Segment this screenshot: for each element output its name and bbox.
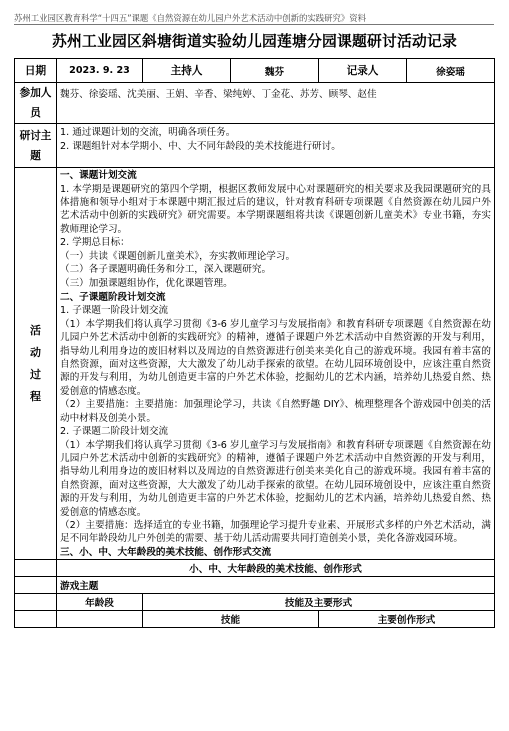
theme-content — [57, 124, 495, 168]
subsection-title: 2. 子课题二阶段计划交流 — [60, 426, 169, 438]
activity-record-table — [14, 58, 495, 628]
host-label: 主持人 — [143, 59, 231, 83]
goal-item: （二）各子课题明确任务和分工，深入课题研究。 — [60, 264, 272, 276]
paragraph: （2）主要措施：选择适宜的专业书籍，加强理论学习提升专业素、开展形式多样的户外艺术活动，满足不同年龄段幼儿户外创美的需要、基于幼儿活动需要共同打造创美小景，美化各游戏园环境。 — [60, 520, 491, 545]
theme-label: 研讨主题 — [15, 124, 57, 168]
subtable-theme-row — [15, 577, 495, 594]
recorder-label: 记录人 — [319, 59, 407, 83]
subtable-theme-label: 游戏主题 — [57, 577, 495, 594]
row-theme — [15, 124, 495, 168]
process-label-char: 活 — [30, 323, 41, 337]
date-label: 日期 — [15, 59, 57, 83]
recorder-value: 徐姿瑶 — [407, 59, 495, 83]
row-date — [15, 59, 495, 83]
process-label-continuation — [15, 611, 57, 628]
host-value: 魏芬 — [231, 59, 319, 83]
age-group-label: 年龄段 — [57, 594, 143, 611]
document-header-line: 苏州工业园区教育科学“十四五”课题《自然资源在幼儿园户外艺术活动中创新的实践研究》资料 — [14, 12, 494, 25]
process-label — [15, 168, 57, 560]
process-content — [57, 168, 495, 560]
paragraph: （1）本学期我们将认真学习贯彻《3-6 岁儿童学习与发展指南》和教育科研专项课题《自然资源在幼儿园户外艺术活动中创新的实践研究》的精神，遵循子课题户外艺术活动中自然资源的开发与利用，指导幼儿利用身边的废旧材料以及周边的自然资源进行创美来美化自己的游戏环境。我园有着丰富的自然资源，面对这些资源，大大激发了幼儿动手探索的欲望。在幼儿园环境创设中，应该注重自然资源的开发与利用，为幼儿创造更丰富的户外艺术体验，挖掘幼儿的艺术内涵，培养幼儿热爱自然、热爱创意的情感态度。 — [60, 318, 491, 397]
document-title: 苏州工业园区斜塘街道实验幼儿园莲塘分园课题研讨活动记录 — [52, 33, 457, 50]
section-title: 一、课题计划交流 — [60, 170, 137, 181]
goal-item: （一）共读《课题创新儿童美术》，夯实教师理论学习。 — [60, 250, 296, 262]
subtable-title: 小、中、大年龄段的美术技能、创作形式 — [57, 560, 495, 577]
process-label-char: 过 — [30, 367, 41, 381]
participants-value: 魏芬、徐姿瑶、沈美丽、王娟、辛香、梁纯婷、丁金花、苏芳、顾琴、赵佳 — [57, 83, 495, 124]
process-label-continuation — [15, 577, 57, 594]
paragraph: （1）本学期我们将认真学习贯彻《3-6 岁儿童学习与发展指南》和教育科研专项课题《自然资源在幼儿园户外艺术活动中创新的实践研究》的精神，遵循子课题户外艺术活动中自然资源的开发与利用，指导幼儿利用身边的废旧材料以及周边的自然资源进行创美来美化自己的游戏环境。我园有着丰富的自然资源，面对这些资源，大大激发了幼儿动手探索的欲望。在幼儿园环境创设中，应该注重自然资源的开发与利用，为幼儿创造更丰富的户外艺术体验，挖掘幼儿的艺术内涵，培养幼儿热爱自然、热爱创意的情感态度。 — [60, 439, 491, 518]
skill-header: 技能 — [143, 611, 319, 628]
skills-header: 技能及主要形式 — [143, 594, 495, 611]
participants-label: 参加人员 — [15, 83, 57, 124]
row-participants — [15, 83, 495, 124]
section-title: 三、小、中、大年龄段的美术技能、创作形式交流 — [60, 546, 272, 558]
theme-item: 1. 通过课题计划的交流，明确各项任务。 — [60, 127, 236, 138]
process-label-char: 动 — [30, 345, 41, 359]
form-header: 主要创作形式 — [319, 611, 495, 628]
process-label-char: 程 — [30, 389, 41, 403]
goal-item: （三）加强课题组协作，优化课题管理。 — [60, 278, 233, 289]
date-value: 2023. 9. 23 — [57, 59, 143, 83]
row-process — [15, 168, 495, 560]
process-label-continuation — [15, 594, 57, 611]
subtable-subheader-row — [15, 611, 495, 628]
theme-item: 2. 课题组针对本学期小、中、大不同年龄段的美术技能进行研讨。 — [60, 140, 341, 152]
process-label-continuation — [15, 560, 57, 577]
section-title: 二、子课题阶段计划交流 — [60, 291, 166, 303]
paragraph: （2）主要措施：主要措施：加强理论学习，共读《自然野趣 DIY》、梳理整理各个游戏园中创美的活动中材料及创美小景。 — [60, 399, 491, 424]
subsection-title: 1. 子课题一阶段计划交流 — [60, 305, 169, 317]
subtable-title-row — [15, 560, 495, 577]
subtable-header-row — [15, 594, 495, 611]
age-group-empty — [57, 611, 143, 628]
paragraph: 1. 本学期是课题研究的第四个学期，根据区教师发展中心对课题研究的相关要求及我园课题研究的具体措施和领导小组对于本课题中期汇报过后的建议，针对教育科研专项课题《自然资源在幼儿园户外艺术活动中创新的实践研究》研究需要。本学期课题组将共读《课题创新儿童美术》专业书籍，夯实教师理论学习。 — [60, 183, 491, 235]
paragraph: 2. 学期总目标： — [60, 237, 130, 249]
